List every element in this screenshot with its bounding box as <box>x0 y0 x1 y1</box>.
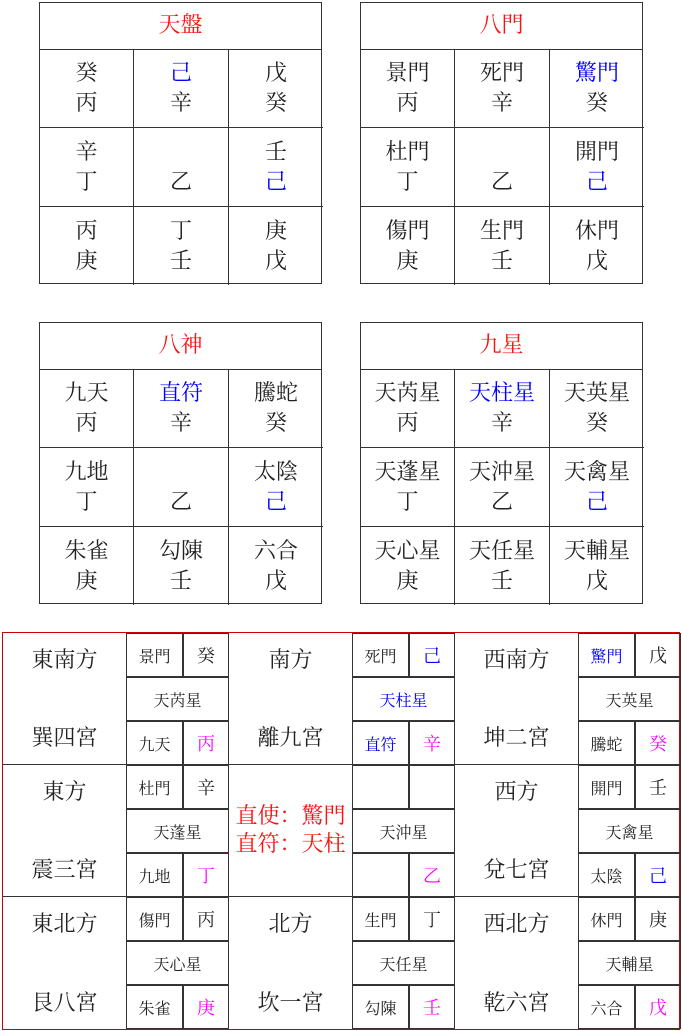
cell-stem: 乙 <box>490 490 513 515</box>
palace-6 <box>3 897 229 1029</box>
palace-god-stem: 戊 <box>635 985 681 1029</box>
box-bashen <box>39 322 322 604</box>
box-cell <box>361 369 455 448</box>
palace-door: 死門 <box>352 633 409 677</box>
box-cell <box>134 49 229 128</box>
palace-name: 巽四宮 <box>31 726 98 751</box>
box-cell <box>550 49 644 128</box>
palace-direction: 西南方 <box>483 648 550 673</box>
palace-star: 天沖星 <box>352 809 455 853</box>
nine-palace-grid <box>2 632 680 1030</box>
cell-label <box>455 138 549 168</box>
palace-god: 六合 <box>578 985 635 1029</box>
box-cell <box>455 49 550 128</box>
box-title: 八神 <box>40 323 321 370</box>
palace-god-stem: 庚 <box>183 985 229 1029</box>
palace-3 <box>3 765 229 897</box>
box-cell <box>134 369 229 448</box>
palace-0 <box>3 633 229 765</box>
cell-stem: 戊 <box>264 569 287 594</box>
palace-star: 天柱星 <box>352 677 455 721</box>
cell-label: 直符 <box>158 381 203 406</box>
box-cell <box>40 369 134 448</box>
center-line: 直使：驚門 <box>235 804 346 829</box>
cell-stem: 辛 <box>490 411 513 436</box>
cell-label: 天輔星 <box>563 539 630 564</box>
cell-label: 天沖星 <box>468 460 535 485</box>
palace-door: 開門 <box>578 765 635 809</box>
cell-label: 勾陳 <box>158 539 203 564</box>
box-cell <box>134 527 229 605</box>
cell-label: 杜門 <box>385 140 430 165</box>
box-cell <box>40 207 134 285</box>
palace-god: 朱雀 <box>126 985 183 1029</box>
palace-god: 太陰 <box>578 853 635 897</box>
cell-stem: 戊 <box>585 569 608 594</box>
box-title: 八門 <box>361 3 642 50</box>
cell-stem: 己 <box>585 490 608 515</box>
cell-label: 戊 <box>264 61 287 86</box>
cell-label: 辛 <box>75 140 98 165</box>
palace-direction: 南方 <box>268 648 313 673</box>
cell-stem: 庚 <box>396 249 419 274</box>
box-cell <box>40 49 134 128</box>
box-cell <box>134 207 229 285</box>
cell-stem: 丙 <box>75 91 98 116</box>
palace-door: 驚門 <box>578 633 635 677</box>
palace-name: 震三宮 <box>31 858 98 883</box>
box-cell <box>361 128 455 207</box>
cell-stem: 丙 <box>396 411 419 436</box>
palace-god-stem: 壬 <box>409 985 455 1029</box>
cell-label: 壬 <box>264 140 287 165</box>
palace-door: 生門 <box>352 897 409 941</box>
box-cell <box>229 128 323 207</box>
cell-label: 癸 <box>75 61 98 86</box>
box-tianpan <box>39 2 322 284</box>
cell-stem: 庚 <box>396 569 419 594</box>
cell-stem: 丁 <box>396 170 419 195</box>
cell-stem: 丁 <box>75 490 98 515</box>
box-jiuxing <box>360 322 643 604</box>
cell-label: 休門 <box>574 219 619 244</box>
cell-label: 騰蛇 <box>253 381 298 406</box>
cell-stem: 己 <box>264 170 287 195</box>
box-cell <box>134 128 229 207</box>
cell-stem: 丙 <box>75 411 98 436</box>
cell-label: 天任星 <box>468 539 535 564</box>
cell-stem: 乙 <box>490 170 513 195</box>
palace-door: 休門 <box>578 897 635 941</box>
palace-7 <box>229 897 455 1029</box>
cell-stem: 癸 <box>264 91 287 116</box>
box-cell <box>550 128 644 207</box>
box-bamen <box>360 2 643 284</box>
box-cell <box>40 448 134 527</box>
center-info <box>229 765 352 897</box>
palace-door-stem: 壬 <box>635 765 681 809</box>
palace-name: 坎一宮 <box>257 991 324 1016</box>
palace-direction: 東方 <box>42 780 87 805</box>
box-cell <box>229 207 323 285</box>
palace-door: 杜門 <box>126 765 183 809</box>
palace-star: 天芮星 <box>126 677 229 721</box>
cell-stem: 壬 <box>169 249 192 274</box>
palace-god: 勾陳 <box>352 985 409 1029</box>
cell-stem: 己 <box>264 490 287 515</box>
cell-stem: 癸 <box>264 411 287 436</box>
cell-stem: 壬 <box>169 569 192 594</box>
palace-god-stem: 辛 <box>409 721 455 765</box>
palace-star: 天任星 <box>352 941 455 985</box>
box-cell <box>455 207 550 285</box>
cell-label: 九天 <box>64 381 109 406</box>
cell-label: 九地 <box>64 460 109 485</box>
palace-god: 九地 <box>126 853 183 897</box>
palace-god-stem: 乙 <box>409 853 455 897</box>
palace-star: 天英星 <box>578 677 681 721</box>
box-cell <box>40 527 134 605</box>
palace-name: 離九宮 <box>257 726 324 751</box>
palace-god-stem: 己 <box>635 853 681 897</box>
cell-stem: 壬 <box>490 249 513 274</box>
palace-door-stem: 戊 <box>635 633 681 677</box>
cell-stem: 丙 <box>396 91 419 116</box>
cell-label: 死門 <box>479 61 524 86</box>
palace-door: 景門 <box>126 633 183 677</box>
cell-label: 丁 <box>169 219 192 244</box>
cell-stem: 乙 <box>169 490 192 515</box>
cell-stem: 戊 <box>585 249 608 274</box>
cell-stem: 戊 <box>264 249 287 274</box>
palace-door-stem <box>409 765 455 809</box>
cell-label: 天柱星 <box>468 381 535 406</box>
palace-god-stem: 丁 <box>183 853 229 897</box>
palace-door-stem: 丁 <box>409 897 455 941</box>
box-cell <box>455 369 550 448</box>
box-cell <box>550 207 644 285</box>
cell-stem: 辛 <box>169 411 192 436</box>
box-cell <box>361 448 455 527</box>
box-cell <box>361 527 455 605</box>
cell-label <box>134 138 228 168</box>
palace-star: 天心星 <box>126 941 229 985</box>
palace-2 <box>455 633 681 765</box>
palace-direction: 西方 <box>494 780 539 805</box>
box-cell <box>134 448 229 527</box>
palace-name: 坤二宮 <box>483 726 550 751</box>
palace-door-stem: 辛 <box>183 765 229 809</box>
palace-god: 直符 <box>352 721 409 765</box>
palace-name: 艮八宮 <box>31 991 98 1016</box>
cell-stem: 丁 <box>75 170 98 195</box>
palace-door-stem: 癸 <box>183 633 229 677</box>
palace-direction: 西北方 <box>483 912 550 937</box>
cell-label: 六合 <box>253 539 298 564</box>
box-cell <box>455 527 550 605</box>
palace-god: 騰蛇 <box>578 721 635 765</box>
palace-door: 傷門 <box>126 897 183 941</box>
palace-star: 天蓬星 <box>126 809 229 853</box>
cell-stem: 己 <box>585 170 608 195</box>
palace-direction: 東北方 <box>31 912 98 937</box>
palace-1 <box>229 633 455 765</box>
cell-stem: 庚 <box>75 249 98 274</box>
cell-label: 景門 <box>385 61 430 86</box>
box-title: 天盤 <box>40 3 321 50</box>
cell-stem: 癸 <box>585 411 608 436</box>
palace-5 <box>455 765 681 897</box>
cell-label: 天禽星 <box>563 460 630 485</box>
cell-stem: 丁 <box>396 490 419 515</box>
box-cell <box>550 369 644 448</box>
box-title: 九星 <box>361 323 642 370</box>
cell-stem: 壬 <box>490 569 513 594</box>
box-cell <box>229 369 323 448</box>
cell-label <box>134 458 228 488</box>
cell-label: 生門 <box>479 219 524 244</box>
box-cell <box>550 527 644 605</box>
cell-stem: 辛 <box>490 91 513 116</box>
palace-star: 天禽星 <box>578 809 681 853</box>
palace-door-stem: 丙 <box>183 897 229 941</box>
cell-label: 天芮星 <box>374 381 441 406</box>
cell-label: 丙 <box>75 219 98 244</box>
cell-label: 庚 <box>264 219 287 244</box>
box-cell <box>361 207 455 285</box>
box-cell <box>455 128 550 207</box>
box-cell <box>550 448 644 527</box>
box-cell <box>229 448 323 527</box>
palace-4 <box>229 765 455 897</box>
box-cell <box>361 49 455 128</box>
palace-direction: 北方 <box>268 912 313 937</box>
cell-stem: 乙 <box>169 170 192 195</box>
palace-name: 乾六宮 <box>483 991 550 1016</box>
cell-label: 太陰 <box>253 460 298 485</box>
palace-god-stem: 癸 <box>635 721 681 765</box>
palace-god <box>352 853 409 897</box>
palace-god-stem: 丙 <box>183 721 229 765</box>
cell-label: 朱雀 <box>64 539 109 564</box>
cell-label: 開門 <box>574 140 619 165</box>
cell-label: 驚門 <box>574 61 619 86</box>
cell-stem: 庚 <box>75 569 98 594</box>
palace-door <box>352 765 409 809</box>
cell-label: 天蓬星 <box>374 460 441 485</box>
palace-name: 兌七宮 <box>483 858 550 883</box>
box-cell <box>229 527 323 605</box>
palace-8 <box>455 897 681 1029</box>
cell-label: 天英星 <box>563 381 630 406</box>
palace-direction: 東南方 <box>31 648 98 673</box>
center-line: 直符：天柱 <box>235 832 346 857</box>
cell-stem: 癸 <box>585 91 608 116</box>
cell-stem: 辛 <box>169 91 192 116</box>
cell-label: 天心星 <box>374 539 441 564</box>
palace-door-stem: 己 <box>409 633 455 677</box>
palace-star: 天輔星 <box>578 941 681 985</box>
cell-label: 傷門 <box>385 219 430 244</box>
box-cell <box>229 49 323 128</box>
palace-door-stem: 庚 <box>635 897 681 941</box>
box-cell <box>40 128 134 207</box>
palace-god: 九天 <box>126 721 183 765</box>
box-cell <box>455 448 550 527</box>
cell-label: 己 <box>169 61 192 86</box>
